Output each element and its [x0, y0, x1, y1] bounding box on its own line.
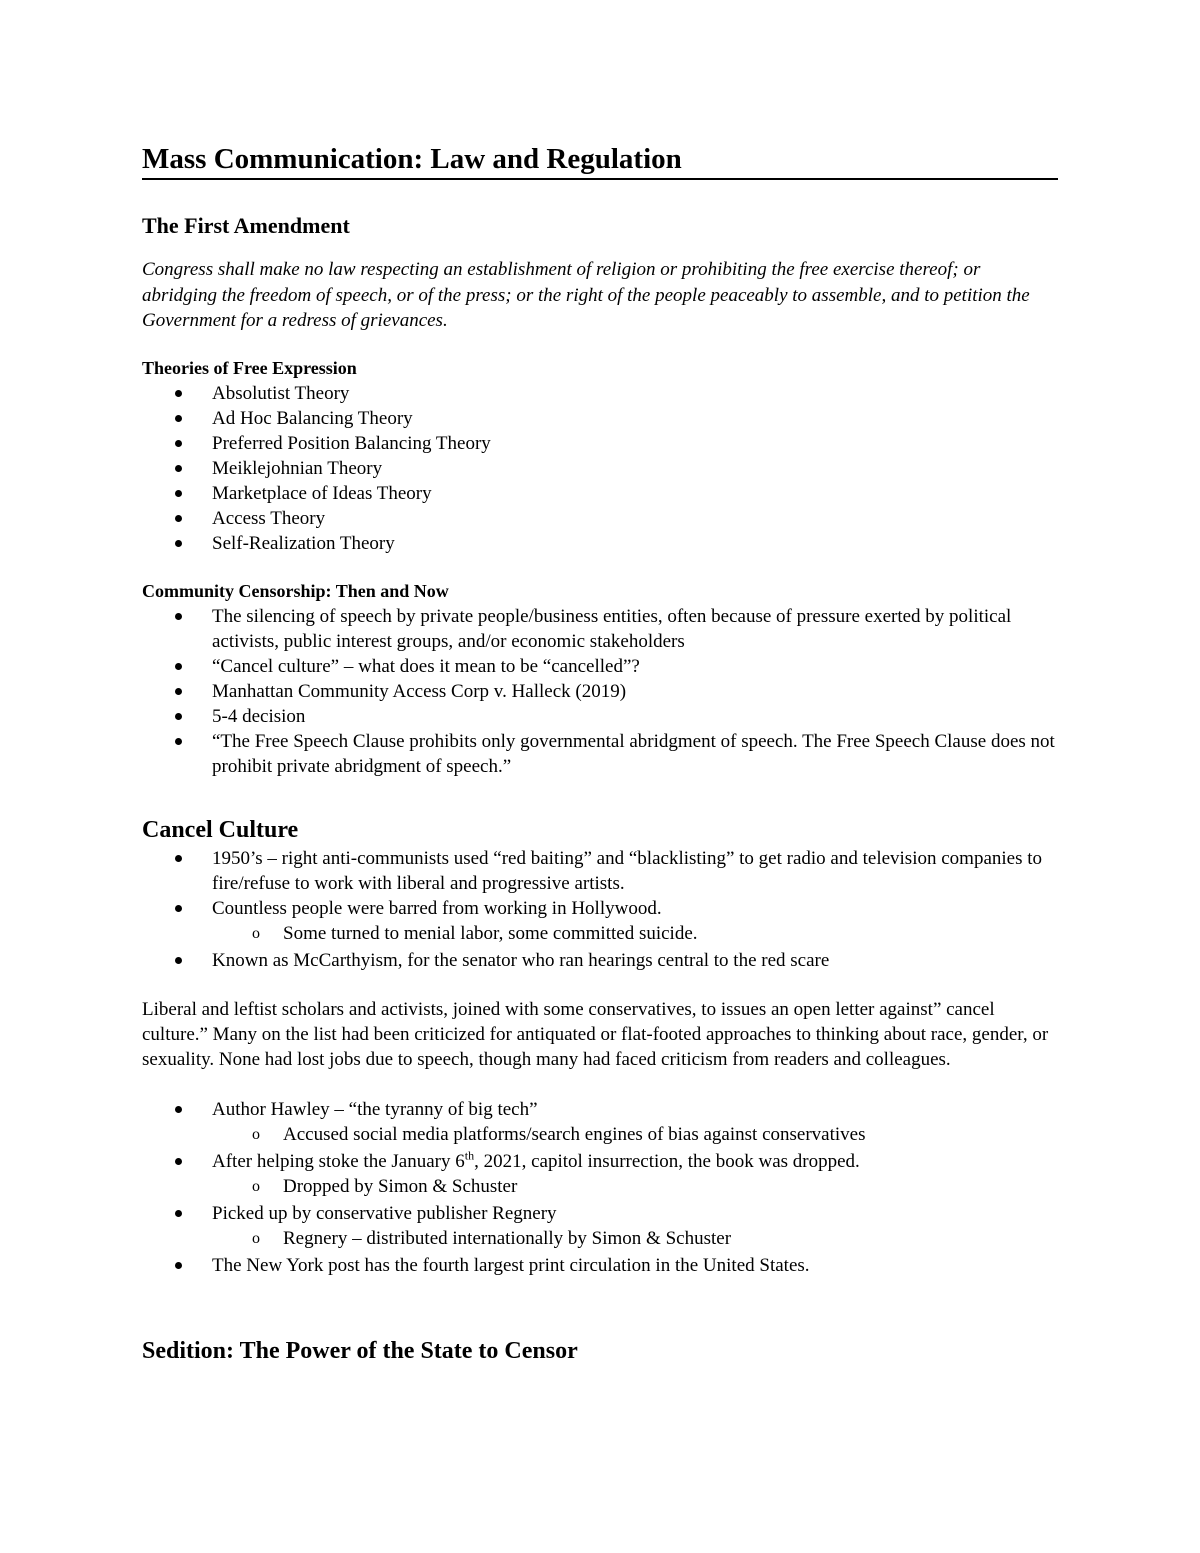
list-item — [142, 481, 1060, 506]
community-section — [142, 579, 1060, 779]
cancel-culture-section — [142, 814, 1060, 1278]
sub-list-item-text: Regnery – distributed internationally by Simon & Schuster — [283, 1228, 732, 1249]
sub-bullet-icon: o — [252, 1178, 260, 1195]
list-item-text: Absolutist Theory — [212, 383, 350, 404]
bullet-icon — [175, 1158, 182, 1165]
bullet-icon — [175, 540, 182, 547]
bullet-icon — [175, 613, 182, 620]
theories-section — [142, 356, 1060, 556]
list-item-text: Marketplace of Ideas Theory — [212, 483, 432, 504]
list-item — [142, 531, 1060, 556]
list-item-text: “Cancel culture” – what does it mean to be “cancelled”? — [212, 656, 640, 677]
document-title: Mass Communication: Law and Regulation — [142, 140, 1058, 180]
bullet-icon — [175, 663, 182, 670]
sub-list-item-text: Dropped by Simon & Schuster — [283, 1176, 518, 1197]
sub-list-item — [142, 1226, 1060, 1251]
community-list — [142, 604, 1060, 779]
ordinal-suffix: th — [464, 1148, 475, 1163]
hawley-sublist-2 — [142, 1174, 1060, 1199]
list-item-text: Preferred Position Balancing Theory — [212, 433, 491, 454]
list-item — [142, 654, 1060, 679]
bullet-icon — [175, 440, 182, 447]
list-item-text: “The Free Speech Clause prohibits only governmental abridgment of speech. The Free Speech Clause does not prohibit private abridgment of speech.” — [212, 731, 1055, 777]
list-item-text: Picked up by conservative publisher Regnery — [212, 1203, 557, 1224]
first-amendment-text: Congress shall make no law respecting an establishment of religion or prohibiting the free exercise thereof; or abridging the freedom of speech, or of the press; or the right of the people peaceably to assemble, and to petition the Government for a redress of grievances. — [142, 259, 1030, 331]
list-item-text: Countless people were barred from working in Hollywood. — [212, 898, 662, 919]
list-item-text: Author Hawley – “the tyranny of big tech” — [212, 1099, 538, 1120]
list-item — [142, 1253, 1060, 1278]
list-item-text: 1950’s – right anti-communists used “red baiting” and “blacklisting” to get radio and television companies to fire/refuse to work with liberal and progressive artists. — [212, 848, 1043, 894]
list-item — [142, 1097, 1060, 1122]
hawley-list — [142, 1097, 1060, 1122]
community-heading: Community Censorship: Then and Now — [142, 581, 449, 601]
bullet-icon — [175, 390, 182, 397]
list-item-text: Self-Realization Theory — [212, 533, 395, 554]
cancel-culture-sublist — [142, 921, 1060, 946]
cancel-culture-list-2 — [142, 948, 1060, 973]
list-item — [142, 896, 1060, 921]
bullet-icon — [175, 1106, 182, 1113]
list-item-text: 5-4 decision — [212, 706, 306, 727]
hawley-sublist-3 — [142, 1226, 1060, 1251]
sub-bullet-icon: o — [252, 1126, 260, 1143]
sub-list-item — [142, 1122, 1060, 1147]
list-item — [142, 406, 1060, 431]
list-item-text: Meiklejohnian Theory — [212, 458, 383, 479]
cancel-culture-heading: Cancel Culture — [142, 817, 299, 843]
item-text-post: , 2021, capitol insurrection, the book was dropped. — [474, 1151, 860, 1172]
bullet-icon — [175, 490, 182, 497]
list-item — [142, 846, 1060, 896]
list-item — [142, 729, 1060, 779]
bullet-icon — [175, 713, 182, 720]
list-item — [142, 1201, 1060, 1226]
list-item-text: The New York post has the fourth largest print circulation in the United States. — [212, 1255, 810, 1276]
list-item — [142, 948, 1060, 973]
sub-bullet-icon: o — [252, 1230, 260, 1247]
list-item — [142, 1149, 1060, 1174]
list-item — [142, 679, 1060, 704]
bullet-icon — [175, 688, 182, 695]
sub-list-item — [142, 1174, 1060, 1199]
bullet-icon — [175, 957, 182, 964]
item-text-pre: After helping stoke the January 6 — [212, 1151, 465, 1172]
bullet-icon — [175, 415, 182, 422]
first-amendment-heading: The First Amendment — [142, 213, 350, 238]
bullet-icon — [175, 465, 182, 472]
sub-list-item — [142, 921, 1060, 946]
sub-list-item-text: Some turned to menial labor, some committed suicide. — [283, 923, 698, 944]
cancel-culture-list — [142, 846, 1060, 921]
list-item — [142, 704, 1060, 729]
bullet-icon — [175, 905, 182, 912]
sub-bullet-icon: o — [252, 925, 260, 942]
list-item-text: Manhattan Community Access Corp v. Halleck (2019) — [212, 681, 627, 702]
bullet-icon — [175, 738, 182, 745]
list-item-text: Ad Hoc Balancing Theory — [212, 408, 413, 429]
list-item — [142, 431, 1060, 456]
list-item — [142, 456, 1060, 481]
hawley-list-2 — [142, 1149, 1060, 1174]
hawley-list-3 — [142, 1201, 1060, 1226]
list-item — [142, 604, 1060, 654]
sub-list-item-text: Accused social media platforms/search engines of bias against conservatives — [283, 1124, 866, 1145]
bullet-icon — [175, 855, 182, 862]
hawley-sublist-1 — [142, 1122, 1060, 1147]
hawley-list-4 — [142, 1253, 1060, 1278]
theories-heading: Theories of Free Expression — [142, 358, 357, 378]
bullet-icon — [175, 515, 182, 522]
theories-list — [142, 381, 1060, 556]
bullet-icon — [175, 1210, 182, 1217]
list-item-text — [212, 1148, 860, 1172]
list-item-text: Known as McCarthyism, for the senator who ran hearings central to the red scare — [212, 950, 830, 971]
bullet-icon — [175, 1262, 182, 1269]
list-item — [142, 381, 1060, 406]
open-letter-paragraph: Liberal and leftist scholars and activists, joined with some conservatives, to issues an open letter against” cancel culture.” Many on the list had been criticized for antiquated or flat-footed approaches to thinking about race, gender, or sexuality. None had lost jobs due to speech, though many had faced criticism from readers and colleagues. — [142, 999, 1049, 1070]
list-item-text: Access Theory — [212, 508, 326, 529]
list-item — [142, 506, 1060, 531]
sedition-heading: Sedition: The Power of the State to Censor — [142, 1338, 578, 1364]
list-item-text: The silencing of speech by private people/business entities, often because of pressure exerted by political activists, public interest groups, and/or economic stakeholders — [212, 606, 1012, 652]
